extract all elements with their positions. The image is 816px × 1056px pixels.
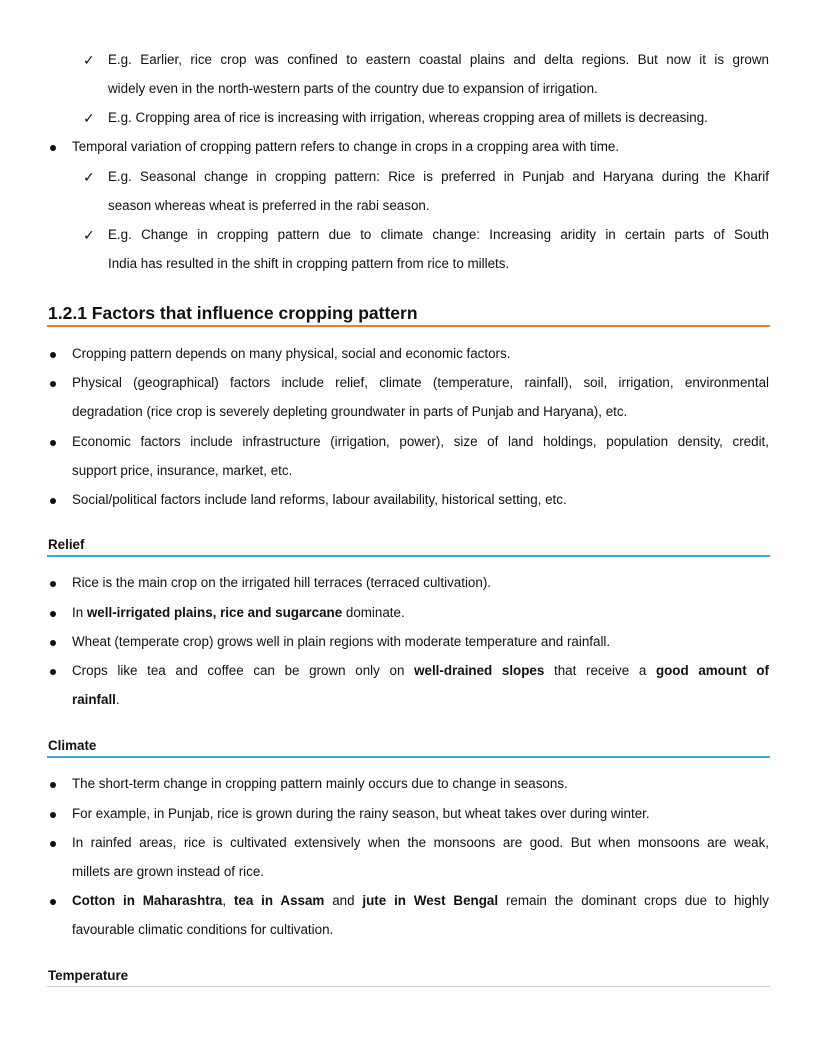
bullet-text: Rice is the main crop on the irrigated hill terraces (terraced cultivation). <box>72 575 492 590</box>
bullet-text: For example, in Punjab, rice is grown during the rainy season, but wheat takes over during winter. <box>72 806 650 821</box>
bold-text: well-drained slopes <box>414 663 545 678</box>
bullet-icon <box>50 669 56 675</box>
subheading-climate: Climate <box>48 738 97 753</box>
heading-underline <box>47 325 770 327</box>
bullet-text: The short-term change in cropping pattern mainly occurs due to change in seasons. <box>72 776 568 791</box>
bullet-icon <box>50 381 56 387</box>
example-line: India has resulted in the shift in cropping pattern from rice to millets. <box>108 256 510 271</box>
bullet-text <box>72 893 769 909</box>
bullet-text <box>72 663 769 679</box>
bold-text: good amount of <box>655 663 769 678</box>
bullet-icon <box>50 899 56 905</box>
subheading-underline <box>47 986 770 987</box>
bullet-icon <box>50 145 56 151</box>
bullet-text: Economic factors include infrastructure (irrigation, power), size of land holdings, population density, credit, <box>72 434 769 449</box>
bullet-text: favourable climatic conditions for cultivation. <box>72 922 334 937</box>
bullet-icon <box>50 498 56 504</box>
example-line: season whereas wheat is preferred in the rabi season. <box>108 198 430 213</box>
bullet-icon <box>50 352 56 358</box>
example-line: widely even in the north-western parts of the country due to expansion of irrigation. <box>108 81 598 96</box>
bullet-icon <box>50 581 56 587</box>
bullet-icon <box>50 640 56 646</box>
bullet-text: Physical (geographical) factors include relief, climate (temperature, rainfall), soil, irrigation, environmental <box>72 375 769 390</box>
bullet-text <box>72 692 120 708</box>
bold-text: rainfall <box>72 692 116 707</box>
bold-text: jute in West Bengal <box>362 893 499 908</box>
bold-text: Cotton in Maharashtra <box>72 893 223 908</box>
bullet-text: In rainfed areas, rice is cultivated extensively when the monsoons are good. But when monsoons are weak, <box>72 835 769 850</box>
bullet-text: Social/political factors include land reforms, labour availability, historical setting, etc. <box>72 492 567 507</box>
example-line: E.g. Change in cropping pattern due to climate change: Increasing aridity in certain parts of South <box>108 227 769 242</box>
bullet-text: support price, insurance, market, etc. <box>72 463 293 478</box>
bullet-icon <box>50 611 56 617</box>
checkmark-icon: ✓ <box>83 52 95 68</box>
subheading-temperature: Temperature <box>48 968 129 983</box>
text-run: remain the dominant crops due to highly <box>498 893 769 908</box>
example-line: E.g. Earlier, rice crop was confined to eastern coastal plains and delta regions. But now it is grown <box>108 52 769 67</box>
subheading-underline <box>47 555 770 557</box>
bullet-icon <box>50 812 56 818</box>
checkmark-icon: ✓ <box>83 110 95 126</box>
bullet-text: Temporal variation of cropping pattern refers to change in crops in a cropping area with time. <box>72 139 620 154</box>
bold-text: well-irrigated plains, rice and sugarcane <box>86 605 343 620</box>
text-run: , <box>222 893 234 908</box>
subheading-underline <box>47 756 770 758</box>
text-run: Crops like tea and coffee can be grown only on <box>72 663 415 678</box>
example-line: E.g. Cropping area of rice is increasing with irrigation, whereas cropping area of millets is decreasing. <box>108 110 708 125</box>
bullet-icon <box>50 782 56 788</box>
example-line: E.g. Seasonal change in cropping pattern: Rice is preferred in Punjab and Haryana during the Kharif <box>108 169 769 184</box>
bold-text: tea in Assam <box>233 893 325 908</box>
text-run: that receive a <box>553 663 656 678</box>
checkmark-icon: ✓ <box>83 227 95 243</box>
text-run: and <box>324 893 363 908</box>
subheading-relief: Relief <box>48 537 85 552</box>
text-run: . <box>115 692 120 707</box>
bullet-text: millets are grown instead of rice. <box>72 864 265 879</box>
text-run: In <box>72 605 87 620</box>
section-heading: 1.2.1 Factors that influence cropping pattern <box>48 303 418 323</box>
checkmark-icon: ✓ <box>83 169 95 185</box>
bullet-text: Cropping pattern depends on many physical, social and economic factors. <box>72 346 511 361</box>
bullet-text: degradation (rice crop is severely depleting groundwater in parts of Punjab and Haryana), etc. <box>72 404 628 419</box>
bullet-text: Wheat (temperate crop) grows well in plain regions with moderate temperature and rainfall. <box>72 634 611 649</box>
text-run: dominate. <box>342 605 405 620</box>
bullet-text <box>72 605 405 621</box>
bullet-icon <box>50 841 56 847</box>
bullet-icon <box>50 440 56 446</box>
